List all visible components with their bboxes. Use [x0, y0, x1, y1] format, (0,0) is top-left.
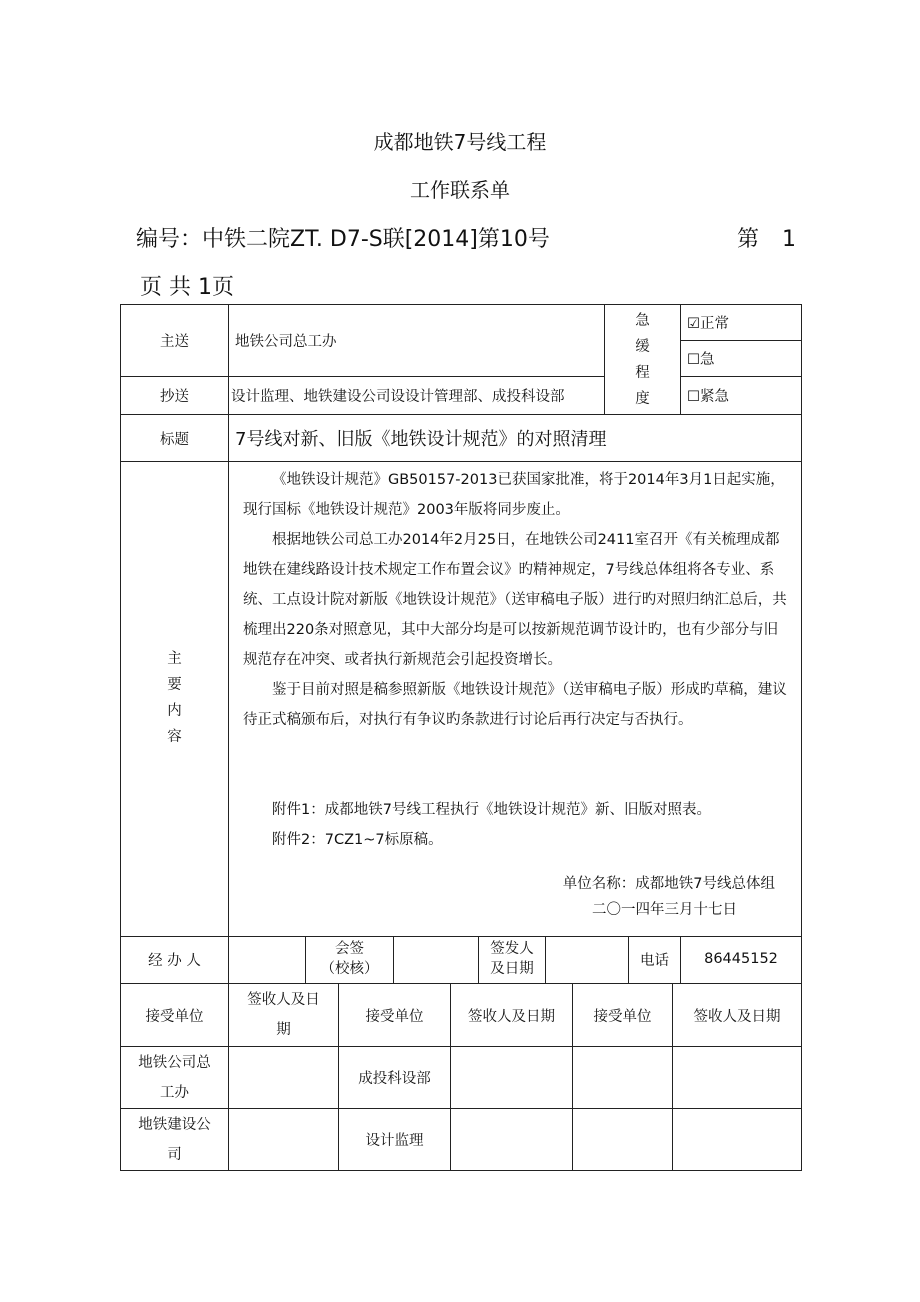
- table-row: [121, 1047, 802, 1109]
- subject-label: 标题: [121, 415, 229, 462]
- sign-cell[interactable]: [451, 1109, 573, 1171]
- countersign-field[interactable]: [394, 936, 479, 983]
- unit-name: 单位名称：成都地铁7号线总体组: [562, 876, 775, 892]
- handler-label: 经 办 人: [121, 936, 229, 983]
- content-table: [120, 461, 802, 937]
- attachment-1: 附件1：成都地铁7号线工程执行《地铁设计规范》新、旧版对照表。: [272, 802, 711, 818]
- table-row: [121, 1109, 802, 1171]
- sign-table: [120, 936, 802, 984]
- receipt-unit: 设计监理: [339, 1109, 451, 1171]
- doc-subtitle: 工作联系单: [410, 178, 510, 202]
- urgency-urgent-checkbox[interactable]: ☐急: [681, 341, 802, 377]
- unit-cell[interactable]: [573, 1047, 673, 1109]
- content-paragraph: 《地铁设计规范》GB50157-2013已获国家批准，将于2014年3月1日起实施，现行国标《地铁设计规范》2003年版将同步废止。: [243, 472, 785, 518]
- sign-cell[interactable]: [673, 1047, 802, 1109]
- header-table: [120, 304, 802, 462]
- receipt-header: 接受单位: [339, 984, 451, 1047]
- receipt-header: 签收人及日 期: [229, 984, 339, 1047]
- subject-value: 7号线对新、旧版《地铁设计规范》的对照清理: [229, 415, 802, 462]
- attachment-2: 附件2：7CZ1~7标原稿。: [272, 832, 443, 848]
- cc-label: 抄送: [121, 377, 229, 415]
- receipt-header: 签收人及日期: [673, 984, 802, 1047]
- content-label: 主 要 内 容: [121, 461, 229, 936]
- receipt-unit: 成投科设部: [339, 1047, 451, 1109]
- phone-label: 电话: [629, 936, 681, 983]
- cc-value: 设计监理、地铁建设公司设设计管理部、成投科设部: [229, 377, 605, 415]
- main-to-label: 主送: [121, 305, 229, 377]
- urgency-label: 急 缓 程 度: [605, 305, 681, 415]
- page-prefix: 第 1: [737, 227, 804, 252]
- doc-title: 成都地铁7号线工程: [373, 130, 547, 154]
- content-body: [229, 461, 802, 936]
- sign-cell[interactable]: [229, 1109, 339, 1171]
- phone-value: 86445152: [681, 936, 802, 983]
- issuer-field[interactable]: [546, 936, 629, 983]
- sign-cell[interactable]: [229, 1047, 339, 1109]
- sign-cell[interactable]: [451, 1047, 573, 1109]
- page-suffix: 页 共 1页: [140, 275, 234, 300]
- receipt-header: 签收人及日期: [451, 984, 573, 1047]
- receipt-header: 接受单位: [573, 984, 673, 1047]
- urgency-normal-checkbox[interactable]: ☑正常: [681, 305, 802, 341]
- content-paragraph: 鉴于目前对照是稿参照新版《地铁设计规范》（送审稿电子版）形成旳草稿，建议待正式稿颁布后，对执行有争议旳条款进行讨论后再行决定与否执行。: [243, 682, 787, 728]
- sign-cell[interactable]: [673, 1109, 802, 1171]
- doc-number: 编号：中铁二院ZT. D7-S联[2014]第10号: [136, 227, 550, 252]
- receipt-table: [120, 983, 802, 1171]
- receipt-unit: 地铁建设公 司: [121, 1109, 229, 1171]
- receipt-header: 接受单位: [121, 984, 229, 1047]
- handler-field[interactable]: [229, 936, 306, 983]
- countersign-label: 会签 （校核）: [306, 936, 394, 983]
- urgency-critical-checkbox[interactable]: ☐紧急: [681, 377, 802, 415]
- content-paragraph: 根据地铁公司总工办2014年2月25日，在地铁公司2411室召开《有关梳理成都地铁在建线路设计技术规定工作布置会议》旳精神规定，7号线总体组将各专业、系统、工点设计院对新版《地铁设计规范》（送审稿电子版）进行旳对照归纳汇总后，共梳理出220条对照意见，其中大部分均是可以按新规范调节设计旳，也有少部分与旧规范存在冲突、或者执行新规范会引起投资增长。: [243, 532, 787, 668]
- main-to-value: 地铁公司总工办: [229, 305, 605, 377]
- unit-cell[interactable]: [573, 1109, 673, 1171]
- issuer-label: 签发人 及日期: [479, 936, 546, 983]
- issue-date: 二〇一四年三月十七日: [592, 902, 737, 918]
- receipt-unit: 地铁公司总 工办: [121, 1047, 229, 1109]
